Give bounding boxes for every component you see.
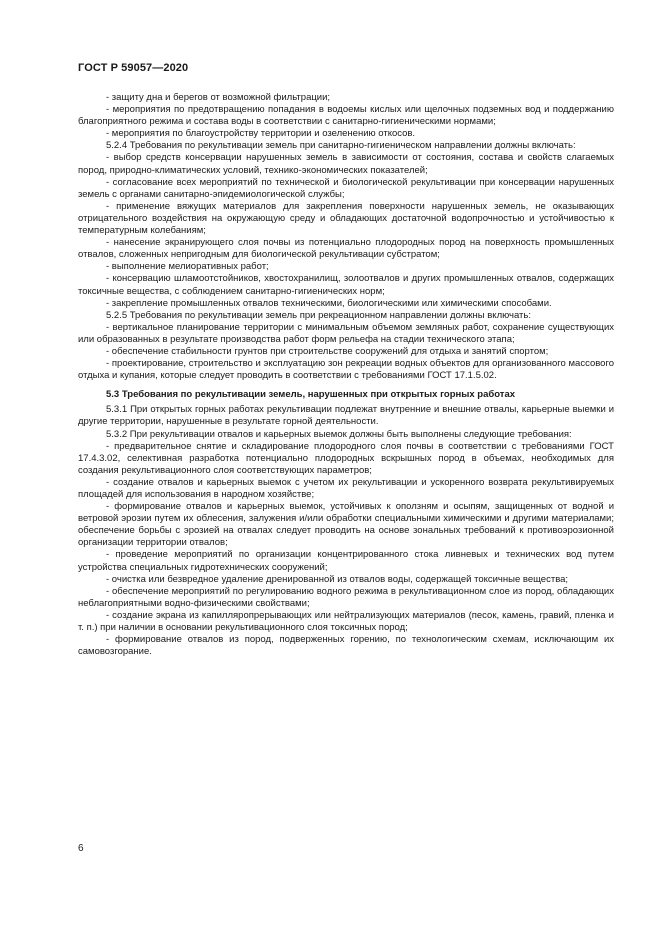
- paragraph: - выполнение мелиоративных работ;: [106, 261, 269, 273]
- document-body: [78, 92, 614, 658]
- paragraph: - обеспечение стабильности грунтов при строительстве сооружений для отдыха и занятий спортом;: [106, 345, 549, 357]
- paragraph: 5.3.1 При открытых горных работах рекультивации подлежат внутренние и внешние отвалы, карьерные выемки и другие территории, нарушенные в результате горной деятельности.: [78, 404, 614, 428]
- document-header: ГОСТ Р 59057—2020: [78, 62, 189, 74]
- paragraph: - формирование отвалов и карьерных выемок, устойчивых к оползням и осыпям, защищенных от водной и ветровой эрозии путем их облесения, залужения и/или обработки специальными химическими и другими материалами; обеспечение борьбы с эрозией на отвалах следует проводить на основе зональных требований к противоэрозионной организации территории отвалов;: [78, 501, 614, 549]
- paragraph: - создание экрана из капилляропрерывающих или нейтрализующих материалов (песок, камень, гравий, пленка и т. п.) при наличии в основании рекультивационного слоя токсичных пород;: [78, 609, 614, 634]
- page-number: 6: [78, 843, 84, 854]
- paragraph: 5.2.5 Требования по рекультивации земель при рекреационном направлении должны включать:: [106, 309, 531, 321]
- paragraph: - согласование всех мероприятий по технической и биологической рекультивации при консервации нарушенных земель с органами санитарно-эпидемиологической службы;: [78, 176, 614, 200]
- paragraph: - консервацию шламоотстойников, хвостохранилищ, золоотвалов и других промышленных отвалов, содержащих токсичные вещества, с соблюдением санитарно-гигиенических норм;: [78, 273, 614, 297]
- paragraph: - защиту дна и берегов от возможной фильтрации;: [106, 92, 331, 103]
- paragraph: - выбор средств консервации нарушенных земель в зависимости от состояния, состава и свойств слагаемых пород, природно-климатических условий, технико-экономических показателей;: [78, 152, 614, 176]
- section-title: 5.3 Требования по рекультивации земель, нарушенных при открытых горных работах: [106, 389, 516, 401]
- paragraph: - проектирование, строительство и эксплуатацию зон рекреации водных объектов для организованного массового отдыха и купания, которые следует проводить в соответствии с требованиями ГОСТ 17.1.5.02.: [78, 358, 614, 382]
- paragraph: - вертикальное планирование территории с минимальным объемом земляных работ, сохранение существующих или образованных в результате производства работ форм рельефа на стадии технического этапа;: [78, 321, 614, 345]
- paragraph: - мероприятия по предотвращению попадания в водоемы кислых или щелочных подземных вод и поддержанию благоприятного режима и состава воды в соответствии с санитарно-гигиеническими нормами;: [78, 104, 614, 128]
- paragraph: 5.2.4 Требования по рекультивации земель при санитарно-гигиеническом направлении должны включать:: [106, 140, 576, 152]
- paragraph: - обеспечение мероприятий по регулированию водного режима в рекультивационном слое из пород, обладающих неблагоприятными водно-физическими свойствами;: [78, 585, 614, 609]
- paragraph: - закрепление промышленных отвалов техническими, биологическими или химическими способами.: [106, 297, 552, 309]
- paragraph: - проведение мероприятий по организации концентрированного стока ливневых и технических вод путем устройства специальных гидротехнических сооружений;: [78, 549, 614, 573]
- paragraph: - очистка или безвредное удаление дренированной из отвалов воды, содержащей токсичные вещества;: [106, 573, 569, 585]
- paragraph: - нанесение экранирующего слоя почвы из потенциально плодородных пород на поверхность промышленных отвалов, сложенных непригодным для биологической рекультивации субстратом;: [78, 237, 614, 261]
- paragraph: 5.3.2 При рекультивации отвалов и карьерных выемок должны быть выполнены следующие требования:: [106, 428, 572, 440]
- paragraph: - формирование отвалов из пород, подверженных горению, по технологическим схемам, исключающим их самовозгорание.: [78, 634, 614, 658]
- paragraph: - создание отвалов и карьерных выемок с учетом их рекультивации и ускоренного возврата рекультивируемых площадей для использования в народном хозяйстве;: [78, 476, 614, 500]
- paragraph: - мероприятия по благоустройству территории и озеленению откосов.: [106, 128, 416, 140]
- paragraph: - предварительное снятие и складирование плодородного слоя почвы в соответствии с требованиями ГОСТ 17.4.3.02, селективная разработка потенциально плодородных вскрышных пород в объемах, необходимых для создания рекультивационного слоя соответствующих параметров;: [78, 440, 614, 476]
- paragraph: - применение вяжущих материалов для закрепления поверхности нарушенных земель, не оказывающих отрицательного воздействия на окружающую среду и обладающих достаточной водопрочностью и устойчивостью к температурным колебаниям;: [78, 200, 614, 237]
